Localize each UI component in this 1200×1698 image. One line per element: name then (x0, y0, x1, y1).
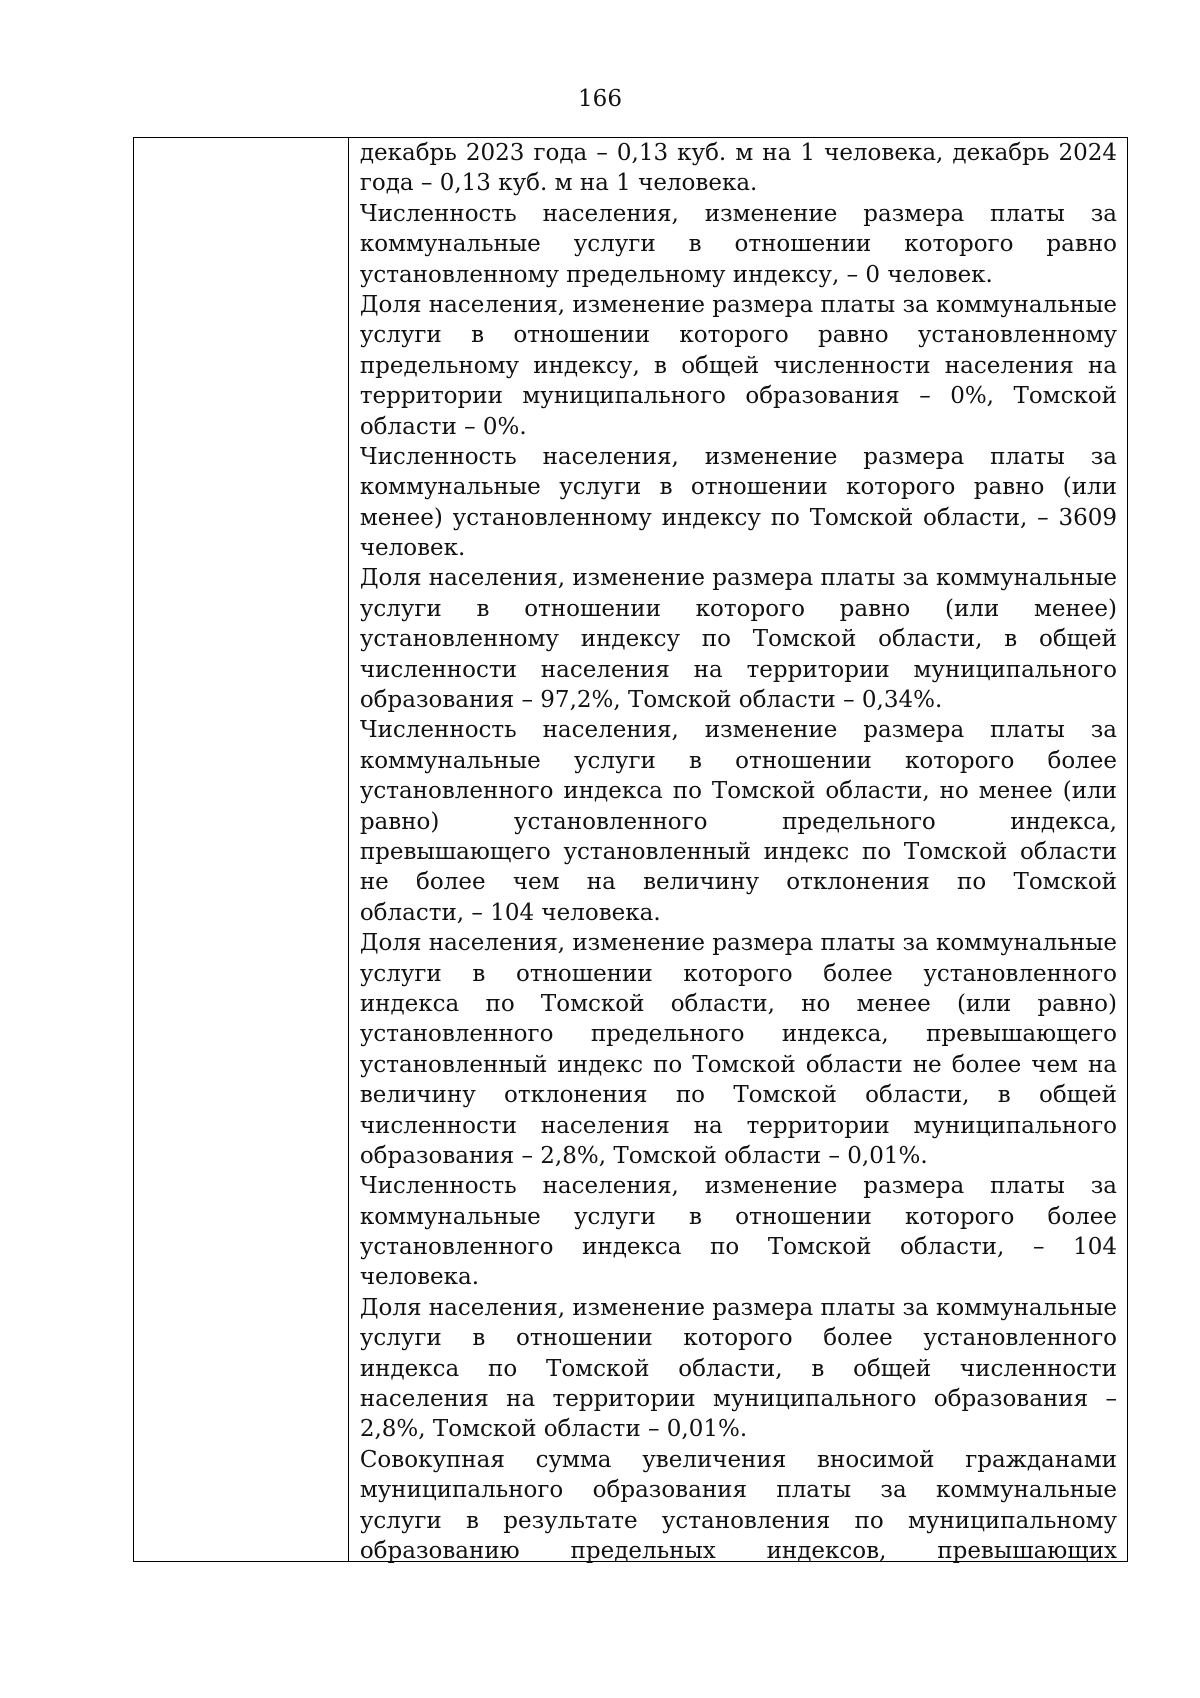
text-line: установленного предельного индекса, превышающего (359, 1021, 1117, 1048)
text-line: равно) установленного предельного индекса, (359, 808, 1117, 835)
text-line: Доля населения, изменение размера платы за коммунальные (359, 930, 1117, 957)
text-line: Доля населения, изменение размера платы за коммунальные (359, 291, 1117, 318)
text-line: коммунальные услуги в отношении которого равно (или (359, 474, 1117, 501)
text-line: года – 0,13 куб. м на 1 человека. (359, 170, 758, 197)
text-line: области, – 104 человека. (359, 899, 661, 926)
text-line: услуги в отношении которого более установленного (359, 960, 1117, 987)
text-line: коммунальные услуги в отношении которого более (359, 1203, 1117, 1230)
text-line: величину отклонения по Томской области, в общей (359, 1082, 1117, 1109)
text-line: услуги в отношении которого более установленного (359, 1325, 1117, 1352)
text-line: Численность населения, изменение размера платы за (359, 443, 1117, 470)
text-line: установленного индекса по Томской области, но менее (или (359, 778, 1117, 805)
text-line: образованию предельных индексов, превышающих (359, 1537, 1117, 1564)
text-line: человек. (359, 535, 466, 562)
text-line: образования – 2,8%, Томской области – 0,01%. (359, 1142, 928, 1169)
text-line: коммунальные услуги в отношении которого равно (359, 231, 1117, 258)
text-line: области – 0%. (359, 413, 527, 440)
text-line: Численность населения, изменение размера платы за (359, 717, 1117, 744)
text-line: Численность населения, изменение размера платы за (359, 200, 1117, 227)
text-line: Численность населения, изменение размера платы за (359, 1173, 1117, 1200)
text-line: Доля населения, изменение размера платы за коммунальные (359, 565, 1117, 592)
text-line: Доля населения, изменение размера платы за коммунальные (359, 1294, 1117, 1321)
text-line: индекса по Томской области, но менее (или равно) (359, 990, 1117, 1017)
text-line: муниципального образования платы за коммунальные (359, 1477, 1117, 1504)
text-line: услуги в отношении которого равно (или менее) (359, 595, 1117, 622)
document-table (133, 137, 1128, 1562)
table-right-cell (349, 138, 1127, 1564)
text-line: коммунальные услуги в отношении которого более (359, 747, 1117, 774)
text-line: услуги в результате установления по муниципальному (359, 1507, 1117, 1534)
text-line: предельному индексу, в общей численности населения на (359, 352, 1117, 379)
table-left-cell (134, 138, 349, 1561)
text-line: индекса по Томской области, в общей численности (359, 1355, 1117, 1382)
text-line: не более чем на величину отклонения по Томской (359, 869, 1117, 896)
text-line: услуги в отношении которого равно установленному (359, 322, 1117, 349)
text-line: численности населения на территории муниципального (359, 656, 1117, 683)
text-line: установленный индекс по Томской области не более чем на (359, 1051, 1117, 1078)
text-line: территории муниципального образования – 0%, Томской (359, 383, 1117, 410)
text-line: установленного индекса по Томской области, – 104 (359, 1234, 1117, 1261)
text-line: превышающего установленный индекс по Томской области (359, 838, 1117, 865)
text-line: 2,8%, Томской области – 0,01%. (359, 1416, 748, 1443)
text-line: менее) установленному индексу по Томской области, – 3609 (359, 504, 1117, 531)
text-line: декабрь 2023 года – 0,13 куб. м на 1 человека, декабрь 2024 (359, 140, 1117, 166)
text-line: образования – 97,2%, Томской области – 0,34%. (359, 687, 943, 714)
page-number: 166 (578, 86, 622, 112)
text-line: человека. (359, 1264, 480, 1291)
text-line: установленному предельному индексу, – 0 человек. (359, 261, 993, 288)
text-line: численности населения на территории муниципального (359, 1112, 1117, 1139)
text-line: установленному индексу по Томской области, в общей (359, 626, 1117, 653)
text-line: населения на территории муниципального образования – (359, 1386, 1117, 1413)
text-line: Совокупная сумма увеличения вносимой гражданами (359, 1446, 1117, 1473)
